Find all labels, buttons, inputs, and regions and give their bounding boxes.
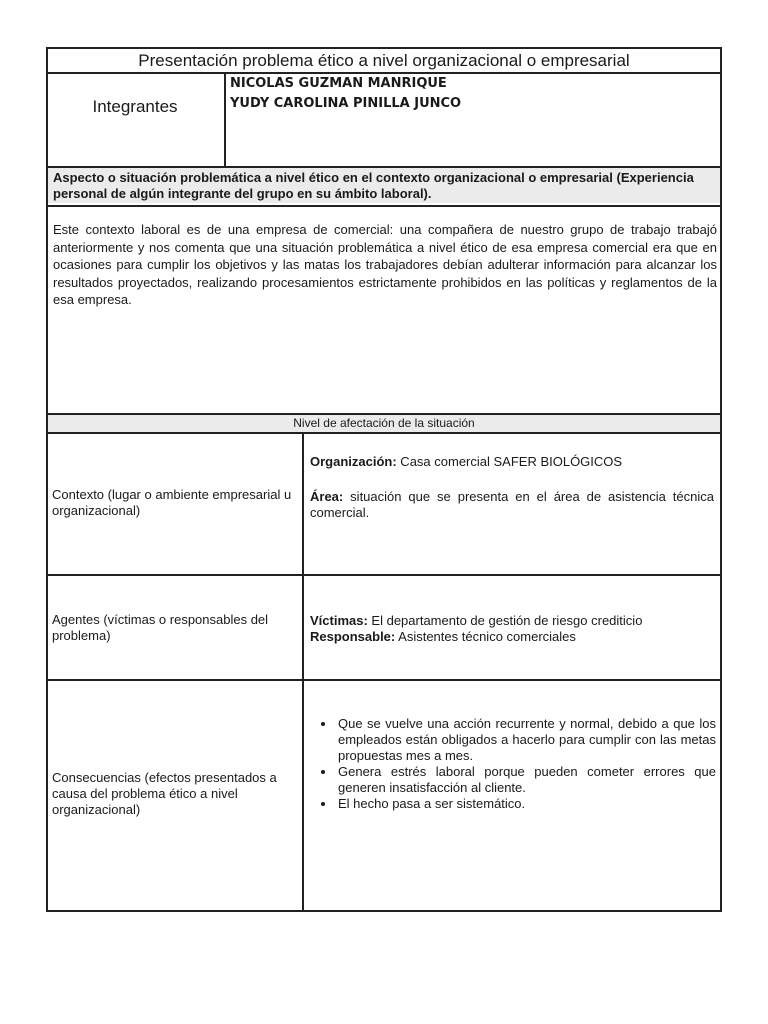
victimas-label: Víctimas: <box>310 613 368 628</box>
contexto-organizacion <box>310 454 714 470</box>
list-item: • El hecho pasa a ser sistemático. <box>336 796 716 812</box>
organizacion-value: Casa comercial SAFER BIOLÓGICOS <box>396 454 623 469</box>
divider <box>46 679 722 681</box>
aspecto-heading: Aspecto o situación problemática a nivel ético en el contexto organizacional o empresarial (Experiencia personal de algún integrante del grupo en su ámbito laboral). <box>53 170 694 201</box>
consecuencias-list <box>310 716 716 812</box>
contexto-label: Contexto (lugar o ambiente empresarial u organizacional) <box>52 487 292 518</box>
divider <box>46 432 722 434</box>
consecuencias-label: Consecuencias (efectos presentados a causa del problema ético a nivel organizacional) <box>52 770 277 817</box>
list-item: • Genera estrés laboral porque pueden cometer errores que generen insatisfacción al cliente. <box>336 764 716 796</box>
border-bottom <box>46 910 722 912</box>
integrantes-label: Integrantes <box>92 97 178 116</box>
area-value: situación que se presenta en el área de asistencia técnica comercial. <box>310 489 714 520</box>
contexto-area <box>310 489 714 521</box>
agentes-victimas <box>310 613 714 629</box>
organizacion-label: Organización: <box>310 454 397 469</box>
border-top <box>46 47 722 49</box>
divider <box>46 205 722 207</box>
responsable-value: Asistentes técnico comerciales <box>395 629 576 644</box>
divider <box>302 432 304 912</box>
divider <box>224 72 226 166</box>
responsable-label: Responsable: <box>310 629 396 644</box>
page-title: Presentación problema ético a nivel organizacional o empresarial <box>138 51 630 70</box>
area-label: Área: <box>310 489 344 504</box>
divider <box>46 574 722 576</box>
nivel-heading: Nivel de afectación de la situación <box>293 416 475 430</box>
agentes-label: Agentes (víctimas o responsables del problema) <box>52 612 269 643</box>
member-name: YUDY CAROLINA PINILLA JUNCO <box>230 96 462 111</box>
member-name: NICOLAS GUZMAN MANRIQUE <box>230 76 447 91</box>
agentes-responsable <box>310 629 714 645</box>
integrantes-names <box>230 74 710 114</box>
list-item: • Que se vuelve una acción recurrente y normal, debido a que los empleados están obligados a hacerlo para cumplir con las metas propuestas mes a mes. <box>336 716 716 764</box>
border-right <box>720 47 722 912</box>
aspecto-body: Este contexto laboral es de una empresa de comercial: una compañera de nuestro grupo de trabajo trabajó anteriormente y nos comenta que una situación problemática a nivel ético de esa empresa comercial era que en ocasiones para cumplir los objetivos y las matas los trabajadores debían adulterar información para alcanzar los resultados proyectados, realizando procesamientos estrictamente prohibidos en las políticas y reglamentos de la esa empresa. <box>53 222 717 307</box>
victimas-value: El departamento de gestión de riesgo crediticio <box>367 613 643 628</box>
